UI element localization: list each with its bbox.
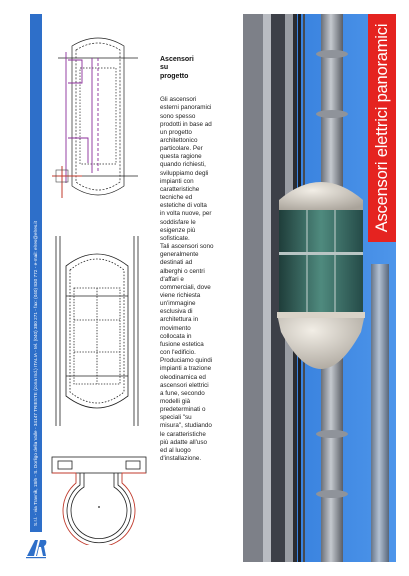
body-line: prodotti in base ad — [160, 120, 212, 128]
body-line: viene richiesta — [160, 291, 201, 299]
cabin-plan-drawing — [50, 455, 148, 545]
heading-line: progetto — [160, 72, 189, 80]
body-line: un progetto — [160, 128, 192, 136]
body-line: un'immagine — [160, 300, 196, 308]
body-line: più adatte all'uso — [160, 438, 208, 446]
body-line: collocata in — [160, 332, 192, 340]
body-line: architettura in — [160, 316, 199, 324]
body-line: impianti a trazione — [160, 365, 212, 373]
heading-line: Ascensori — [160, 56, 194, 63]
article-body — [160, 96, 232, 463]
body-line: modelli già — [160, 398, 191, 405]
body-line: sono spesso — [160, 112, 196, 120]
body-line: caratteristiche — [160, 185, 200, 193]
contact-strip — [30, 14, 42, 532]
body-line: esclusiva di — [160, 308, 193, 316]
body-line: in volta nuove, per — [160, 210, 212, 218]
body-line: d'installazione. — [160, 455, 202, 463]
body-line: ascensori elettrici — [160, 381, 209, 389]
body-line: impianti con — [160, 177, 194, 185]
body-line: speciali "su — [160, 414, 192, 422]
body-line: misura", studiando — [160, 422, 212, 430]
body-line: sofisticate. — [160, 234, 190, 242]
body-line: d'affari e — [160, 275, 184, 283]
body-line: oleodinamica ed — [160, 373, 206, 381]
body-line: fusione estetica — [160, 340, 204, 348]
body-line: Tali ascensori sono — [160, 243, 214, 251]
body-line: con l'edificio. — [160, 349, 196, 357]
body-line: tecniche ed — [160, 194, 193, 202]
body-line: soddisfare le — [160, 218, 196, 226]
body-line: destinati ad — [160, 259, 193, 267]
title-band — [368, 14, 396, 242]
body-line: questa ragione — [160, 153, 202, 161]
body-line: architettonico — [160, 137, 198, 144]
cabin-front-elevation-drawing — [48, 236, 146, 426]
article-heading — [160, 56, 232, 81]
body-line: particolare. Per — [160, 145, 203, 153]
body-line: esterni panoramici — [160, 104, 212, 112]
body-line: alberghi o centri — [160, 267, 205, 275]
body-line: generalmente — [160, 251, 199, 259]
body-line: le caratteristiche — [160, 430, 206, 438]
heading-line: su — [160, 64, 169, 72]
contact-strip-text: S.r.l. - via Travnik, 18/6 - S. Dorligo della Valle - 34147 TRIESTE (zona Ind.) ITALIA - tel. (040) 380 271 - fax: (040) 830 772 - e-mail: elres@elres.it — [33, 221, 38, 526]
body-line: Produciamo quindi — [160, 357, 213, 365]
elres-logo-icon — [24, 532, 48, 562]
body-line: a fune, secondo — [160, 389, 205, 397]
photo-title: Ascensori elettrici panoramici — [373, 23, 391, 233]
body-line: movimento — [160, 324, 191, 332]
cabin-side-section-drawing — [52, 28, 144, 208]
body-line: sviluppiamo degli — [160, 169, 209, 177]
body-line: predeterminati o — [160, 406, 206, 414]
body-line: Gli ascensori — [160, 96, 197, 104]
article — [160, 56, 232, 463]
body-line: commerciali, dove — [160, 283, 211, 291]
body-line: esigenze più — [160, 226, 196, 234]
body-line: ed al luogo — [160, 446, 191, 454]
body-line: estetiche di volta — [160, 202, 207, 210]
body-line: quando richiesti, — [160, 161, 206, 169]
